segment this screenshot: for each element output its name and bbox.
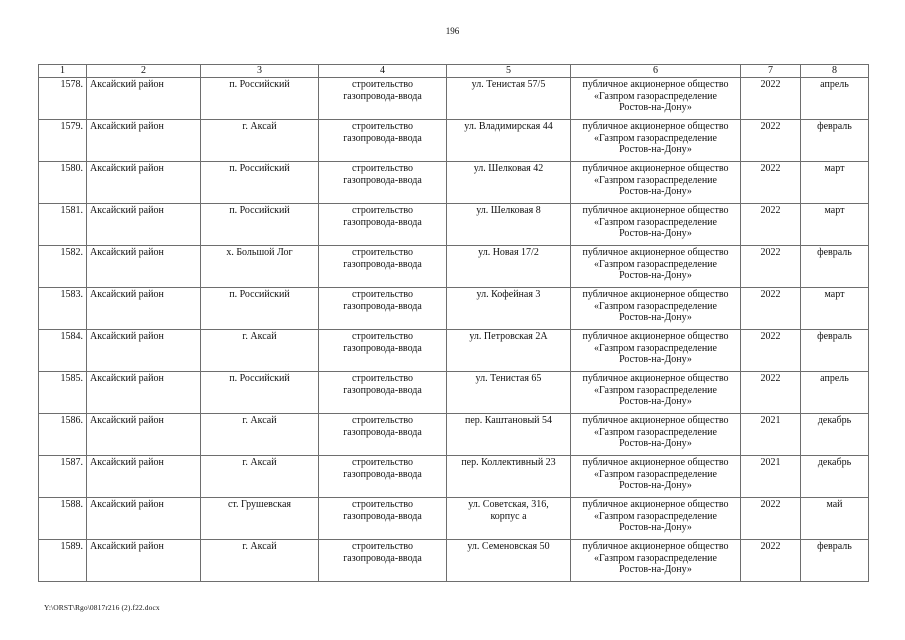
address-cell <box>447 330 571 372</box>
address-cell-line: ул. Тенистая 57/5 <box>471 79 546 90</box>
table-row <box>39 78 869 120</box>
year-cell: 2022 <box>741 204 801 246</box>
locality-cell: г. Аксай <box>201 414 319 456</box>
organization-cell <box>571 120 741 162</box>
month-cell: декабрь <box>801 414 869 456</box>
page-number: 196 <box>445 26 460 36</box>
address-cell-line: ул. Семеновская 50 <box>467 541 550 552</box>
organization-cell <box>571 372 741 414</box>
organization-cell-line: Ростов-на-Дону» <box>619 228 692 239</box>
organization-cell-line: «Газпром газораспределение <box>594 258 717 270</box>
year-cell: 2022 <box>741 162 801 204</box>
year-cell: 2021 <box>741 414 801 456</box>
district-cell: Аксайский район <box>87 162 201 204</box>
organization-cell-line: публичное акционерное общество <box>582 373 729 384</box>
month-cell: май <box>801 498 869 540</box>
locality-cell: г. Аксай <box>201 330 319 372</box>
work-type-cell-line: строительство <box>351 289 414 300</box>
column-header: 8 <box>801 65 869 78</box>
organization-cell <box>571 288 741 330</box>
year-cell: 2022 <box>741 246 801 288</box>
year-cell: 2022 <box>741 120 801 162</box>
work-type-cell <box>319 372 447 414</box>
work-type-cell <box>319 162 447 204</box>
organization-cell-line: публичное акционерное общество <box>582 289 729 300</box>
work-type-cell <box>319 540 447 582</box>
address-cell <box>447 288 571 330</box>
organization-cell-line: «Газпром газораспределение <box>594 216 717 228</box>
work-type-cell-line: строительство <box>351 79 414 90</box>
work-type-cell-line: газопровода-ввода <box>343 216 422 228</box>
column-header: 3 <box>201 65 319 78</box>
organization-cell-line: Ростов-на-Дону» <box>619 144 692 155</box>
organization-cell-line: Ростов-на-Дону» <box>619 102 692 113</box>
work-type-cell-line: строительство <box>351 163 414 174</box>
work-type-cell-line: газопровода-ввода <box>343 258 422 270</box>
work-type-cell <box>319 204 447 246</box>
work-type-cell-line: строительство <box>351 541 414 552</box>
district-cell: Аксайский район <box>87 498 201 540</box>
address-cell <box>447 414 571 456</box>
address-cell <box>447 204 571 246</box>
table-row <box>39 162 869 204</box>
column-header: 1 <box>39 65 87 78</box>
organization-cell-line: «Газпром газораспределение <box>594 174 717 186</box>
table-row <box>39 540 869 582</box>
organization-cell-line: Ростов-на-Дону» <box>619 354 692 365</box>
organization-cell-line: «Газпром газораспределение <box>594 426 717 438</box>
row-number-cell: 1586. <box>39 414 87 456</box>
year-cell: 2022 <box>741 540 801 582</box>
work-type-cell-line: строительство <box>351 499 414 510</box>
district-cell: Аксайский район <box>87 288 201 330</box>
address-cell <box>447 162 571 204</box>
organization-cell-line: публичное акционерное общество <box>582 121 729 132</box>
organization-cell-line: Ростов-на-Дону» <box>619 564 692 575</box>
work-type-cell-line: строительство <box>351 331 414 342</box>
organization-cell-line: Ростов-на-Дону» <box>619 480 692 491</box>
month-cell: апрель <box>801 372 869 414</box>
locality-cell: п. Российский <box>201 78 319 120</box>
work-type-cell-line: строительство <box>351 415 414 426</box>
row-number-cell: 1584. <box>39 330 87 372</box>
table-body <box>39 78 869 582</box>
work-type-cell-line: газопровода-ввода <box>343 132 422 144</box>
table-row <box>39 414 869 456</box>
row-number-cell: 1579. <box>39 120 87 162</box>
organization-cell-line: публичное акционерное общество <box>582 247 729 258</box>
district-cell: Аксайский район <box>87 540 201 582</box>
locality-cell: ст. Грушевская <box>201 498 319 540</box>
row-number-cell: 1582. <box>39 246 87 288</box>
row-number-cell: 1580. <box>39 162 87 204</box>
district-cell: Аксайский район <box>87 120 201 162</box>
gas-connection-table <box>38 64 869 582</box>
work-type-cell-line: строительство <box>351 457 414 468</box>
year-cell: 2022 <box>741 330 801 372</box>
month-cell: март <box>801 288 869 330</box>
organization-cell-line: «Газпром газораспределение <box>594 468 717 480</box>
locality-cell: г. Аксай <box>201 456 319 498</box>
organization-cell-line: «Газпром газораспределение <box>594 300 717 312</box>
year-cell: 2021 <box>741 456 801 498</box>
organization-cell-line: публичное акционерное общество <box>582 499 729 510</box>
column-number-row <box>39 65 869 78</box>
locality-cell: п. Российский <box>201 372 319 414</box>
work-type-cell-line: строительство <box>351 247 414 258</box>
address-cell-line: ул. Кофейная 3 <box>476 289 541 300</box>
organization-cell-line: «Газпром газораспределение <box>594 342 717 354</box>
work-type-cell <box>319 288 447 330</box>
organization-cell <box>571 162 741 204</box>
address-cell <box>447 540 571 582</box>
district-cell: Аксайский район <box>87 414 201 456</box>
address-cell-line: корпус а <box>490 510 527 522</box>
organization-cell-line: публичное акционерное общество <box>582 457 729 468</box>
organization-cell-line: Ростов-на-Дону» <box>619 270 692 281</box>
organization-cell-line: «Газпром газораспределение <box>594 384 717 396</box>
year-cell: 2022 <box>741 78 801 120</box>
district-cell: Аксайский район <box>87 78 201 120</box>
work-type-cell-line: газопровода-ввода <box>343 510 422 522</box>
column-header: 7 <box>741 65 801 78</box>
row-number-cell: 1581. <box>39 204 87 246</box>
organization-cell <box>571 540 741 582</box>
organization-cell <box>571 330 741 372</box>
district-cell: Аксайский район <box>87 246 201 288</box>
organization-cell-line: публичное акционерное общество <box>582 163 729 174</box>
work-type-cell <box>319 330 447 372</box>
month-cell: март <box>801 162 869 204</box>
month-cell: апрель <box>801 78 869 120</box>
organization-cell-line: Ростов-на-Дону» <box>619 522 692 533</box>
address-cell-line: ул. Советская, 316, <box>468 499 549 510</box>
table-row <box>39 372 869 414</box>
locality-cell: п. Российский <box>201 162 319 204</box>
table-row <box>39 246 869 288</box>
organization-cell <box>571 204 741 246</box>
row-number-cell: 1585. <box>39 372 87 414</box>
table-row <box>39 498 869 540</box>
address-cell <box>447 456 571 498</box>
organization-cell <box>571 78 741 120</box>
organization-cell-line: «Газпром газораспределение <box>594 510 717 522</box>
organization-cell-line: публичное акционерное общество <box>582 541 729 552</box>
locality-cell: п. Российский <box>201 288 319 330</box>
organization-cell-line: «Газпром газораспределение <box>594 132 717 144</box>
organization-cell-line: публичное акционерное общество <box>582 415 729 426</box>
address-cell <box>447 246 571 288</box>
organization-cell <box>571 456 741 498</box>
month-cell: март <box>801 204 869 246</box>
work-type-cell <box>319 498 447 540</box>
locality-cell: г. Аксай <box>201 120 319 162</box>
district-cell: Аксайский район <box>87 372 201 414</box>
document-file-path: Y:\ORST\Rgo\0817r216 (2).f22.docx <box>44 603 160 612</box>
table-row <box>39 456 869 498</box>
organization-cell-line: публичное акционерное общество <box>582 205 729 216</box>
work-type-cell-line: газопровода-ввода <box>343 174 422 186</box>
district-cell: Аксайский район <box>87 456 201 498</box>
work-type-cell <box>319 78 447 120</box>
column-header: 5 <box>447 65 571 78</box>
row-number-cell: 1589. <box>39 540 87 582</box>
work-type-cell-line: строительство <box>351 121 414 132</box>
work-type-cell <box>319 414 447 456</box>
organization-cell-line: Ростов-на-Дону» <box>619 312 692 323</box>
year-cell: 2022 <box>741 288 801 330</box>
locality-cell: п. Российский <box>201 204 319 246</box>
table-row <box>39 330 869 372</box>
address-cell-line: ул. Владимирская 44 <box>464 121 553 132</box>
work-type-cell <box>319 120 447 162</box>
month-cell: февраль <box>801 246 869 288</box>
organization-cell-line: Ростов-на-Дону» <box>619 438 692 449</box>
work-type-cell <box>319 456 447 498</box>
address-cell <box>447 498 571 540</box>
table-row <box>39 120 869 162</box>
address-cell-line: ул. Петровская 2А <box>469 331 548 342</box>
column-header: 6 <box>571 65 741 78</box>
organization-cell-line: публичное акционерное общество <box>582 331 729 342</box>
organization-cell-line: публичное акционерное общество <box>582 79 729 90</box>
organization-cell <box>571 246 741 288</box>
address-cell-line: ул. Шелковая 42 <box>473 163 544 174</box>
row-number-cell: 1578. <box>39 78 87 120</box>
month-cell: февраль <box>801 330 869 372</box>
locality-cell: г. Аксай <box>201 540 319 582</box>
district-cell: Аксайский район <box>87 204 201 246</box>
month-cell: февраль <box>801 540 869 582</box>
locality-cell: х. Большой Лог <box>201 246 319 288</box>
district-cell: Аксайский район <box>87 330 201 372</box>
work-type-cell-line: газопровода-ввода <box>343 552 422 564</box>
month-cell: декабрь <box>801 456 869 498</box>
work-type-cell-line: газопровода-ввода <box>343 300 422 312</box>
work-type-cell-line: строительство <box>351 373 414 384</box>
work-type-cell-line: газопровода-ввода <box>343 426 422 438</box>
organization-cell <box>571 414 741 456</box>
work-type-cell-line: строительство <box>351 205 414 216</box>
organization-cell <box>571 498 741 540</box>
work-type-cell-line: газопровода-ввода <box>343 90 422 102</box>
row-number-cell: 1583. <box>39 288 87 330</box>
organization-cell-line: Ростов-на-Дону» <box>619 396 692 407</box>
organization-cell-line: «Газпром газораспределение <box>594 90 717 102</box>
table-row <box>39 204 869 246</box>
address-cell-line: ул. Шелковая 8 <box>476 205 541 216</box>
organization-cell-line: Ростов-на-Дону» <box>619 186 692 197</box>
row-number-cell: 1587. <box>39 456 87 498</box>
table-row <box>39 288 869 330</box>
work-type-cell-line: газопровода-ввода <box>343 342 422 354</box>
year-cell: 2022 <box>741 372 801 414</box>
address-cell-line: ул. Новая 17/2 <box>478 247 539 258</box>
month-cell: февраль <box>801 120 869 162</box>
address-cell-line: пер. Коллективный 23 <box>461 457 556 468</box>
work-type-cell <box>319 246 447 288</box>
row-number-cell: 1588. <box>39 498 87 540</box>
address-cell-line: пер. Каштановый 54 <box>464 415 553 426</box>
year-cell: 2022 <box>741 498 801 540</box>
work-type-cell-line: газопровода-ввода <box>343 468 422 480</box>
address-cell-line: ул. Тенистая 65 <box>475 373 542 384</box>
address-cell <box>447 78 571 120</box>
organization-cell-line: «Газпром газораспределение <box>594 552 717 564</box>
column-header: 2 <box>87 65 201 78</box>
address-cell <box>447 120 571 162</box>
address-cell <box>447 372 571 414</box>
work-type-cell-line: газопровода-ввода <box>343 384 422 396</box>
column-header: 4 <box>319 65 447 78</box>
